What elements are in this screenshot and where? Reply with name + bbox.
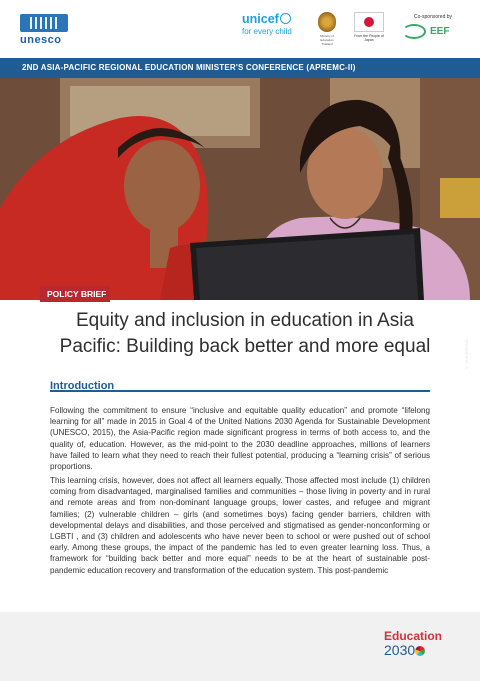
education-wordmark: Education [384,629,443,643]
conference-banner [0,58,480,78]
unesco-wordmark: unesco [20,34,62,46]
cosponsor-label: Co-sponsored by [413,14,453,20]
japan-logo [352,12,386,46]
unicef-logo [242,13,304,45]
ministry-logo [315,12,339,46]
eef-swirl-icon [402,24,426,39]
year-wordmark: 2030 [384,642,416,658]
unesco-logo [20,14,72,46]
section-heading [50,376,430,392]
eef-logo [398,14,468,44]
unesco-temple-icon [20,14,68,32]
body-paragraph: Following the commitment to ensure “inclusive and equitable quality education” and promote “lifelong learning for all” made in 2015 in Goal 4 of the United Nations 2030 Agenda for Sustainable Development (UNESCO, 2015), the Asia-Pacific region made significant progress in terms of both access to, and the quality of, education. However, as the mid-point to the 2030 deadline approaches, millions of learners have failed to learn what they need to reach their fullest potential, producing a “learning crisis” of serious proportions. [50,406,430,472]
logo-bar [0,0,480,58]
section-heading-text: Introduction [50,380,115,392]
japan-caption: From the People of Japan [354,34,384,42]
banner-text: 2ND ASIA-PACIFIC REGIONAL EDUCATION MINISTER'S CONFERENCE (APREMC-II) [22,63,356,72]
globe-icon [280,13,291,24]
document-title: Equity and inclusion in education in Asia Pacific: Building back better and more equal [59,310,431,357]
education-2030-logo [384,630,464,664]
japan-flag-icon [354,12,384,32]
eef-wordmark: EEF [430,26,450,37]
cover-photo-illustration [0,78,480,300]
body-paragraph: This learning crisis, however, does not affect all learners equally. Those affected most include (1) children coming from disadvantaged, marginalised families and communities – those living in poverty and in rural and remote areas and from non-dominant language groups, lower castes, and refugee and migrant families; (2) vulnerable children – girls (and sometimes boys) facing gender barriers, children with developmental delays and disabilities, and those perceived and stigmatised as gender-nonconforming or LGBTI , and (3) children and adolescents who have never been to school or were pushed out of school early. Among these groups, the impact of the pandemic has led to even greater learning loss. Thus, a framework for “building back better and more equal” needs to be at the heart of sustainable post-pandemic education recovery and transformation of the education system. This post-pandemic [50,476,430,575]
ministry-seal-icon [318,12,336,32]
policy-brief-label: POLICY BRIEF [47,289,107,299]
policy-brief-tag [40,286,110,302]
sdg-wheel-icon [415,646,425,656]
photo-credit: © UNICEF/UN0... [464,336,469,370]
unicef-tagline: for every child [242,27,292,36]
ministry-caption: Ministry of Education Thailand [320,34,334,46]
unicef-wordmark: unicef [242,12,279,26]
